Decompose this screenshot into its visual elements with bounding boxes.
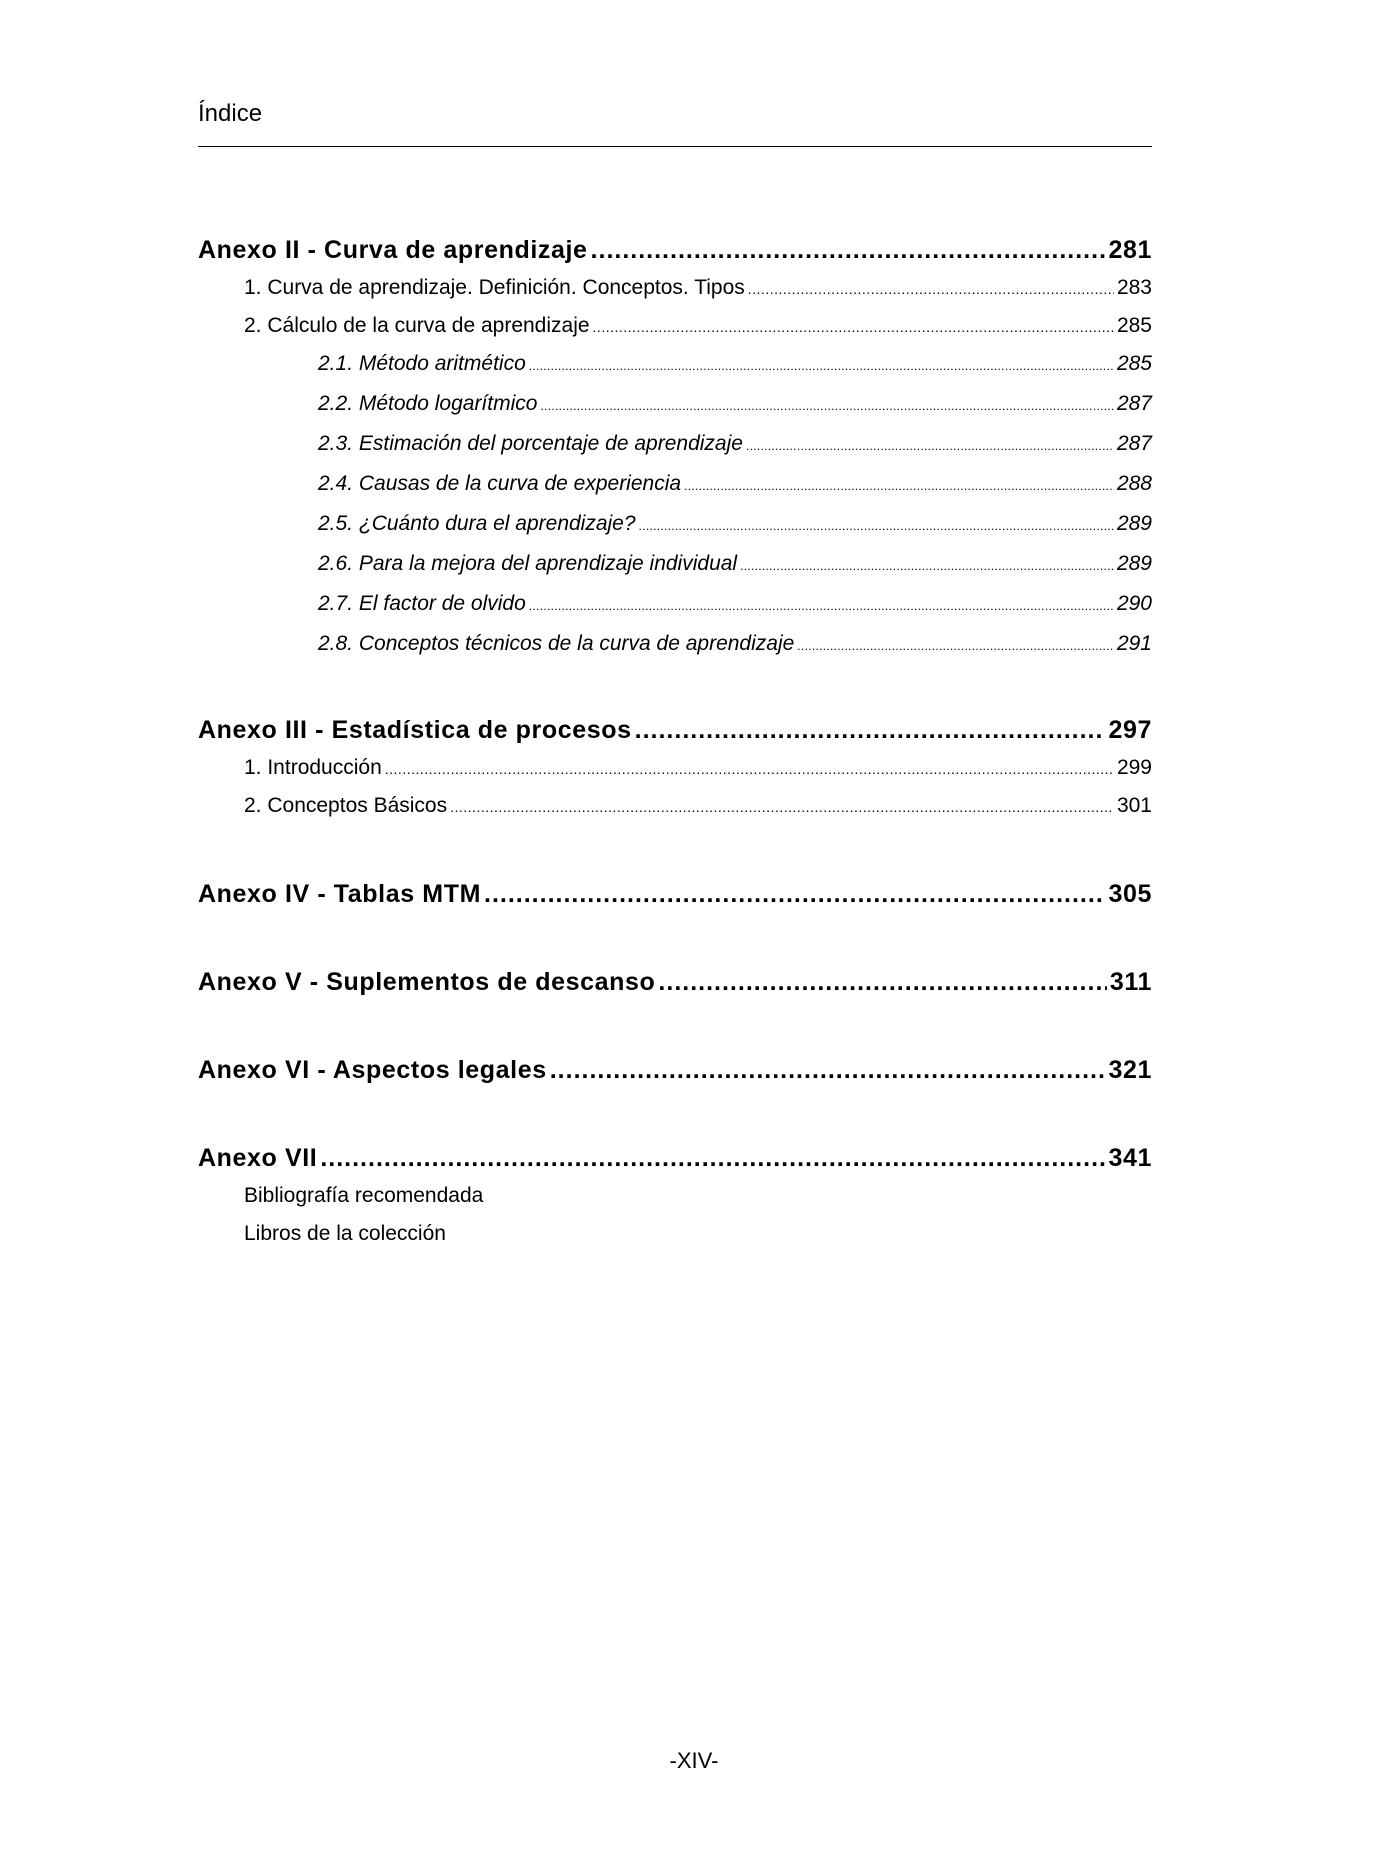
toc-heading-title: Anexo V - Suplementos de descanso (198, 968, 656, 996)
toc-entry-title: 1. Introducción (244, 756, 382, 779)
toc-subentry-page: 289 (1116, 512, 1152, 535)
toc-section-anexo-vi (198, 1056, 1152, 1096)
toc-heading-page: 311 (1109, 968, 1152, 996)
toc-subentry[interactable] (198, 472, 1152, 512)
dot-leader (529, 599, 1114, 613)
toc-subentry[interactable] (198, 592, 1152, 632)
toc-heading-page: 281 (1108, 236, 1152, 264)
toc-subentry[interactable] (198, 632, 1152, 672)
toc-subentry-page: 289 (1116, 552, 1152, 575)
page-number: -XIV- (669, 1748, 719, 1773)
toc-entry-page: 301 (1116, 794, 1152, 817)
dot-leader (540, 399, 1114, 413)
table-of-contents (198, 236, 1152, 1260)
toc-heading-title: Anexo VII (198, 1144, 318, 1172)
toc-heading[interactable] (198, 968, 1152, 1008)
toc-subentry-page: 291 (1116, 632, 1152, 655)
dot-leader (450, 799, 1114, 815)
toc-section-anexo-v (198, 968, 1152, 1008)
toc-heading[interactable] (198, 1056, 1152, 1096)
toc-heading-page: 305 (1108, 880, 1152, 908)
toc-subentry[interactable] (198, 512, 1152, 552)
toc-entry[interactable] (198, 756, 1152, 794)
toc-entry-page: 283 (1116, 276, 1152, 299)
toc-section-anexo-ii (198, 236, 1152, 672)
dot-leader (740, 559, 1114, 573)
dot-leader (684, 479, 1114, 493)
toc-subentry-title: 2.7. El factor de olvido (318, 592, 526, 615)
toc-subentry[interactable] (198, 432, 1152, 472)
dot-leader (746, 439, 1114, 453)
running-header: Índice (198, 100, 263, 127)
toc-subentry-title: 2.8. Conceptos técnicos de la curva de aprendizaje (318, 632, 795, 655)
dot-leader (797, 639, 1114, 653)
toc-heading-title: Anexo VI - Aspectos legales (198, 1056, 547, 1084)
toc-subentry-title: 2.4. Causas de la curva de experiencia (318, 472, 682, 495)
toc-heading-page: 321 (1108, 1056, 1152, 1084)
toc-subentry-page: 288 (1116, 472, 1152, 495)
dot-leader (639, 519, 1114, 533)
toc-subentry-title: 2.6. Para la mejora del aprendizaje individual (318, 552, 738, 575)
toc-plain-entry[interactable]: Libros de la colección (244, 1222, 446, 1245)
dot-leader (320, 1144, 1105, 1173)
header-rule (198, 146, 1152, 147)
dot-leader (748, 281, 1114, 297)
toc-subentry-title: 2.5. ¿Cuánto dura el aprendizaje? (318, 512, 636, 535)
toc-subentry[interactable] (198, 392, 1152, 432)
dot-leader (550, 1056, 1106, 1085)
toc-entry-page: 299 (1116, 756, 1152, 779)
toc-heading-title: Anexo II - Curva de aprendizaje (198, 236, 588, 264)
toc-subentry-page: 287 (1116, 392, 1152, 415)
dot-leader (385, 761, 1114, 777)
toc-entry-title: 2. Cálculo de la curva de aprendizaje (244, 314, 590, 337)
toc-section-anexo-iii (198, 716, 1152, 832)
toc-heading-title: Anexo III - Estadística de procesos (198, 716, 632, 744)
toc-subentry-title: 2.1. Método aritmético (318, 352, 526, 375)
dot-leader (635, 716, 1106, 745)
toc-subentry[interactable] (198, 352, 1152, 392)
dot-leader (591, 236, 1106, 265)
toc-heading-title: Anexo IV - Tablas MTM (198, 880, 481, 908)
section-gap (198, 1008, 1152, 1056)
toc-subentry-title: 2.3. Estimación del porcentaje de aprendizaje (318, 432, 743, 455)
toc-heading[interactable] (198, 716, 1152, 756)
toc-plain-entry[interactable]: Bibliografía recomendada (244, 1184, 484, 1207)
toc-heading[interactable] (198, 1144, 1152, 1184)
toc-entry[interactable] (198, 314, 1152, 352)
section-gap (198, 832, 1152, 880)
dot-leader (658, 968, 1106, 997)
toc-entry-title: 2. Conceptos Básicos (244, 794, 448, 817)
toc-subentry-title: 2.2. Método logarítmico (318, 392, 538, 415)
section-gap (198, 672, 1152, 716)
dot-leader (529, 359, 1114, 373)
dot-leader (484, 880, 1105, 909)
toc-heading[interactable] (198, 236, 1152, 276)
toc-subentry[interactable] (198, 552, 1152, 592)
toc-entry[interactable] (198, 794, 1152, 832)
toc-section-anexo-iv (198, 880, 1152, 920)
toc-entry[interactable] (198, 276, 1152, 314)
toc-heading[interactable] (198, 880, 1152, 920)
toc-subentry-page: 285 (1116, 352, 1152, 375)
toc-section-anexo-vii (198, 1144, 1152, 1260)
toc-heading-page: 341 (1108, 1144, 1152, 1172)
toc-subentry-page: 287 (1116, 432, 1152, 455)
toc-subentry-page: 290 (1116, 592, 1152, 615)
toc-heading-page: 297 (1108, 716, 1152, 744)
section-gap (198, 920, 1152, 968)
toc-entry-title: 1. Curva de aprendizaje. Definición. Conceptos. Tipos (244, 276, 745, 299)
toc-entry-page: 285 (1116, 314, 1152, 337)
dot-leader (593, 319, 1114, 335)
section-gap (198, 1096, 1152, 1144)
